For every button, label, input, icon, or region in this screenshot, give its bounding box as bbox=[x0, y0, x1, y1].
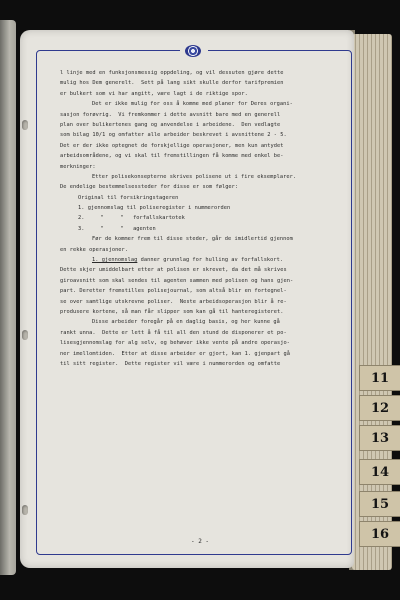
text-line: Disse arbeider foregår på en daglig basis, og her kunne gå bbox=[92, 319, 280, 326]
binder-hole bbox=[22, 505, 28, 515]
text-line: rankt unna. Dette er lett å få til all den stund de disponerer et po- bbox=[60, 329, 287, 336]
index-tab-12[interactable]: 12 bbox=[360, 396, 400, 420]
text-line: giroavsnitt som skal sendes til agenten sammen med polisen og hans gjen- bbox=[60, 277, 294, 284]
text-line: til sitt register. Dette register vil være i nummerorden og omfatte bbox=[60, 360, 281, 367]
text-line: Original til forsikringstageren bbox=[78, 194, 179, 201]
text-line: part. Deretter fremstilles polisejournal, som altså blir en fortegnel- bbox=[60, 288, 287, 295]
text-line: arbeidsområdene, og vi skal til fremstillingen få komme med enkel be- bbox=[60, 153, 284, 160]
index-tab-13[interactable]: 13 bbox=[360, 426, 400, 450]
index-tab-15[interactable]: 15 bbox=[360, 492, 400, 516]
text-line: som bilag 10/1 og omfatter alle arbeider beskrevet i avsnittene 2 - 5. bbox=[60, 132, 287, 139]
text-line: 3. " " agenten bbox=[78, 225, 156, 232]
text-line: l linje med en funksjonsmessig oppdeling, og vil dessuten gjøre dette bbox=[60, 70, 284, 76]
text-line: lisesgjennomslag for alg selv, og behøver ikke vente på andre operasjo- bbox=[60, 340, 290, 347]
text-line: Det er der ikke optegnet de forskjellige operasjoner, men kun antydet bbox=[60, 142, 284, 149]
underlined-heading: 1. gjennomslag bbox=[92, 257, 138, 264]
text-line: De endelige bestemmelsessteder for disse er som følger: bbox=[60, 184, 239, 191]
page-stack-edges bbox=[352, 34, 392, 570]
text-line: sasjon forøvrig. Vi fremkommer i dette avsnitt bare med en generell bbox=[60, 111, 281, 118]
text-line-rest: danner grunnlag for hulling av forfallskort. bbox=[140, 257, 284, 264]
text-line: ner imellomtiden. Etter at disse arbeider er gjort, kan 1. gjenpart gå bbox=[60, 350, 290, 357]
index-tab-11[interactable]: 11 bbox=[360, 366, 400, 390]
text-line: 1. gjennomslag til poliseregister i nummerorden bbox=[78, 205, 231, 212]
text-line: 2. " " forfallskartotek bbox=[78, 215, 185, 222]
text-line: Før de kommer frem til disse steder, går de imidlertid gjennom bbox=[92, 236, 293, 243]
text-line: se over samtlige utskrevne poliser. Neste arbeidsoperasjon blir å re- bbox=[60, 298, 287, 305]
text-line: Dette skjer umiddelbart etter at polisen er skrevet, da det må skrives bbox=[60, 267, 287, 274]
text-line: merkninger: bbox=[60, 163, 96, 170]
text-line: mulig hos Dem generelt. Sett på lang sikt skulle derfor tarifpremien bbox=[60, 80, 284, 87]
text-line: Det er ikke mulig for oss å komme med planer for Deres organi- bbox=[92, 101, 293, 108]
binder-hole bbox=[22, 120, 28, 130]
text-line: Etter polisekonsepterne skrives polisene ut i fire eksemplarer. bbox=[92, 173, 297, 180]
letterhead-emblem-icon bbox=[185, 45, 201, 57]
binder-hole bbox=[22, 330, 28, 340]
text-line: en rekke operasjoner. bbox=[60, 246, 129, 253]
left-page-edge bbox=[0, 20, 16, 575]
text-line: er bulkert som vi har angitt, være lagt i de riktige spor. bbox=[60, 90, 248, 97]
index-tab-16[interactable]: 16 bbox=[360, 522, 400, 546]
text-line: produsere kortene, så man får slipper som kan gå til hanteregisteret. bbox=[60, 308, 284, 315]
text-line: plan over bulikertenes gang og anvendelse i arbeidene. Den vedlagte bbox=[60, 121, 281, 128]
typed-body-text bbox=[60, 68, 352, 369]
page-number: - 2 - bbox=[190, 538, 210, 545]
text-line bbox=[60, 255, 352, 265]
index-tab-14[interactable]: 14 bbox=[360, 460, 400, 484]
